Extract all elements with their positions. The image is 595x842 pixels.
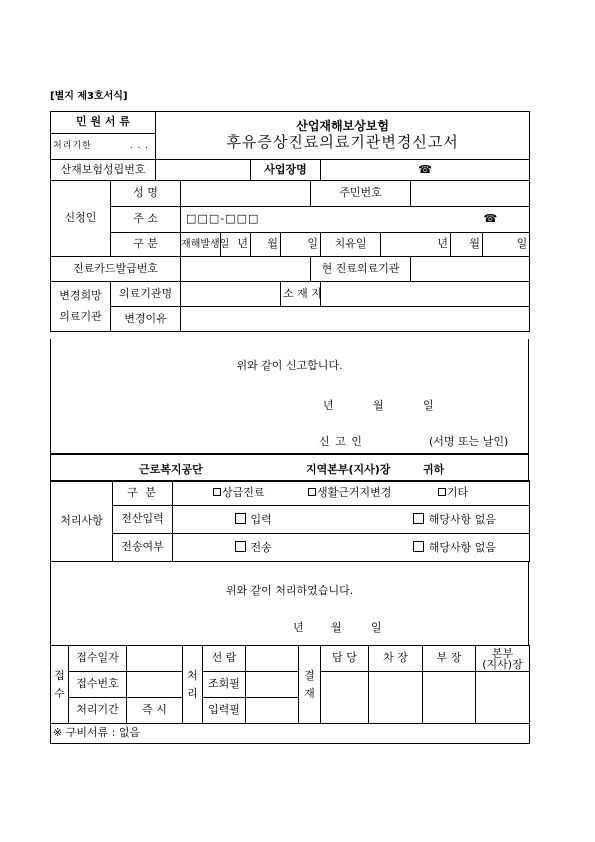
approve-section-2: 재 xyxy=(304,686,315,700)
charge-sign[interactable] xyxy=(321,672,369,724)
charge-label: 담 당 xyxy=(321,646,369,672)
main-form-table xyxy=(50,111,530,332)
proc-section xyxy=(183,646,203,724)
change-section-l1: 변경희망 xyxy=(59,288,102,302)
sign-label: (서명 또는 날인) xyxy=(429,435,509,448)
checkbox-icon xyxy=(413,541,424,552)
card-no-label: 진료카드발급번호 xyxy=(51,257,181,282)
addressee-office: 지역본부(지사)장 xyxy=(306,463,391,476)
current-inst-label: 현 진료의료기관 xyxy=(311,257,411,282)
addressee-box xyxy=(50,454,529,482)
addr-label: 주 소 xyxy=(111,207,181,233)
proc-period-cell xyxy=(51,134,156,160)
proc-section-2: 리 xyxy=(187,686,198,700)
addressee-honorific: 귀하 xyxy=(423,463,445,476)
checkbox-icon xyxy=(213,488,221,496)
footer-note xyxy=(51,724,530,744)
period-value: 즉 시 xyxy=(127,698,183,724)
receipt-section-2: 수 xyxy=(54,686,65,700)
receipt-section xyxy=(51,646,69,724)
applicant-section-label: 신청인 xyxy=(51,181,111,257)
edp-options xyxy=(173,506,530,534)
inquiry-label: 조회필 xyxy=(203,672,246,698)
approve-section-1: 결 xyxy=(304,668,315,682)
head-label-l2: (지사)장 xyxy=(482,657,523,671)
rrn-label: 주민번호 xyxy=(311,181,411,207)
cure-day: 일 xyxy=(483,233,530,257)
period-label: 처리기간 xyxy=(69,698,127,724)
input-field[interactable] xyxy=(246,698,299,724)
deputy-sign[interactable] xyxy=(369,672,423,724)
doc-type-label: 민 원 서 류 xyxy=(51,112,156,134)
checkbox-icon xyxy=(308,488,316,496)
decl-month: 월 xyxy=(373,399,384,412)
decl-year: 년 xyxy=(323,399,334,412)
inquiry-field[interactable] xyxy=(246,672,299,698)
receipt-no-label: 접수번호 xyxy=(69,672,127,698)
processing-table xyxy=(50,480,530,562)
opt-input[interactable]: 입력 xyxy=(235,513,272,526)
category-label: 구 분 xyxy=(111,233,181,257)
footer-mark: ※ xyxy=(53,726,63,740)
opt-send-na[interactable]: 해당사항 없음 xyxy=(413,541,496,554)
manager-label: 부 장 xyxy=(423,646,476,672)
receipt-table xyxy=(50,645,530,744)
declaration-box xyxy=(50,339,529,454)
input-label: 입력필 xyxy=(203,698,246,724)
biz-no-label: 산재보험성립번호 xyxy=(51,160,156,181)
inst-name-label: 의료기관명 xyxy=(111,282,181,307)
receipt-date-field[interactable] xyxy=(127,646,183,672)
processing-section-label: 처리사항 xyxy=(51,481,113,562)
browse-field[interactable] xyxy=(246,646,299,672)
addressee-org: 근로복지공단 xyxy=(139,463,203,476)
proc-year: 년 xyxy=(293,621,304,634)
proc-month: 월 xyxy=(331,621,342,634)
footer-text: 구비서류 : 없음 xyxy=(65,726,141,740)
current-inst-field[interactable] xyxy=(411,257,530,282)
receipt-date-label: 접수일자 xyxy=(69,646,127,672)
manager-sign[interactable] xyxy=(423,672,476,724)
proc-period-label: 처리기한 xyxy=(53,141,92,152)
opt-residence-change[interactable]: 생활근거지변경 xyxy=(308,486,391,499)
biz-name-label: 사업장명 xyxy=(251,160,321,181)
proc-cat-options xyxy=(173,481,530,506)
checkbox-icon xyxy=(413,513,424,524)
accident-day: 일 xyxy=(281,233,321,257)
browse-label: 선 람 xyxy=(203,646,246,672)
form-label: [별지 제3호서식] xyxy=(50,91,128,102)
location-field[interactable] xyxy=(321,282,530,307)
checkbox-icon xyxy=(438,488,446,496)
head-label-l1: 본부 xyxy=(491,646,514,660)
title-main: 후유증상진료의료기관변경신고서 xyxy=(226,132,459,151)
decl-day: 일 xyxy=(423,399,434,412)
edp-label: 전산입력 xyxy=(113,506,173,534)
opt-edp-na[interactable]: 해당사항 없음 xyxy=(413,513,496,526)
accident-month: 월 xyxy=(251,233,281,257)
checkbox-icon xyxy=(235,513,246,524)
proc-cat-label: 구 분 xyxy=(113,481,173,506)
cure-year: 년 xyxy=(381,233,451,257)
phone-icon: ☎ xyxy=(321,160,530,181)
reason-label: 변경이유 xyxy=(111,307,181,332)
change-section-label xyxy=(51,282,111,332)
accident-date-label: 재해발생일 xyxy=(181,233,221,257)
phone-icon: ☎ xyxy=(483,212,498,226)
head-sign[interactable] xyxy=(476,672,530,724)
send-options xyxy=(173,534,530,562)
proc-section-1: 처 xyxy=(187,668,198,682)
rrn-field[interactable] xyxy=(411,181,530,207)
opt-send[interactable]: 전송 xyxy=(235,541,272,554)
cure-date-label: 치유일 xyxy=(321,233,381,257)
processed-text: 위와 같이 처리하였습니다. xyxy=(225,584,354,597)
proc-period-dots: . . . xyxy=(129,141,150,152)
processed-box xyxy=(50,562,529,646)
checkbox-icon xyxy=(235,541,246,552)
name-label: 성 명 xyxy=(111,181,181,207)
title-top: 산업재해보상보험 xyxy=(296,118,389,133)
accident-year: 년 xyxy=(221,233,251,257)
approve-section xyxy=(299,646,321,724)
head-label xyxy=(476,646,530,672)
addr-field[interactable] xyxy=(181,207,530,233)
reason-field[interactable] xyxy=(181,307,530,332)
location-label: 소 재 지 xyxy=(281,282,321,307)
deputy-label: 차 장 xyxy=(369,646,423,672)
receipt-no-field[interactable] xyxy=(127,672,183,698)
biz-no-field[interactable] xyxy=(156,160,251,181)
proc-day: 일 xyxy=(371,621,382,634)
change-section-l2: 의료기관 xyxy=(59,309,102,323)
opt-higher-care[interactable]: 상급진료 xyxy=(213,486,265,499)
inst-name-field[interactable] xyxy=(181,282,281,307)
reporter-label: 신 고 인 xyxy=(319,435,363,448)
send-label: 전송여부 xyxy=(113,534,173,562)
declaration-text: 위와 같이 신고합니다. xyxy=(236,359,343,372)
opt-other[interactable]: 기타 xyxy=(438,486,468,499)
title-block xyxy=(156,112,530,160)
cure-month: 월 xyxy=(451,233,483,257)
zip-mask: □□□-□□□ xyxy=(186,212,260,226)
name-field[interactable] xyxy=(181,181,311,207)
card-no-field[interactable] xyxy=(181,257,311,282)
receipt-section-1: 접 xyxy=(54,668,65,682)
